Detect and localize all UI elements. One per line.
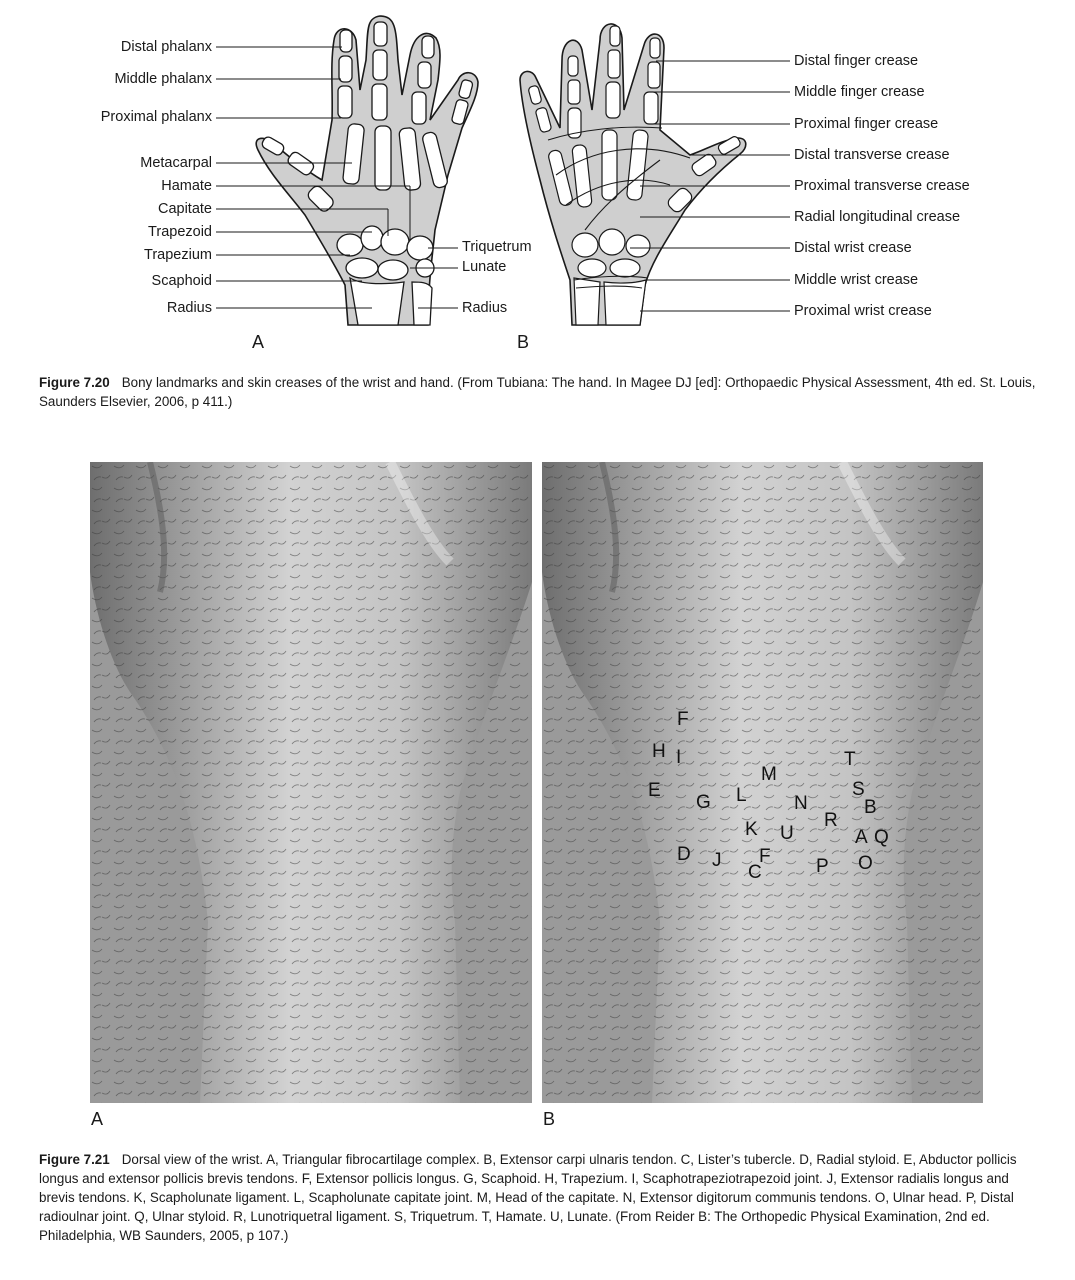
label-distal-transverse-crease: Distal transverse crease bbox=[794, 147, 950, 163]
landmark-letter: D bbox=[677, 844, 691, 865]
landmark-letter: T bbox=[844, 749, 856, 770]
label-metacarpal: Metacarpal bbox=[140, 155, 212, 171]
label-middle-wrist-crease: Middle wrist crease bbox=[794, 272, 919, 288]
label-lunate: Lunate bbox=[462, 259, 507, 275]
label-radius-middle: Radius bbox=[462, 300, 508, 316]
landmark-letter: A bbox=[855, 827, 868, 848]
label-trapezoid: Trapezoid bbox=[148, 224, 212, 240]
label-scaphoid: Scaphoid bbox=[151, 273, 212, 289]
landmark-letter: Q bbox=[874, 827, 889, 848]
label-distal-wrist-crease: Distal wrist crease bbox=[794, 240, 912, 256]
landmark-letter: G bbox=[696, 792, 711, 813]
label-triquetrum: Triquetrum bbox=[462, 239, 532, 255]
wrist-photo-a bbox=[90, 462, 532, 1103]
label-distal-finger-crease: Distal finger crease bbox=[794, 53, 919, 69]
fig20-caption-text: Bony landmarks and skin creases of the wrist and hand. (From Tubiana: The hand. In Magee DJ [ed]: Orthopaedic Physical Assessment, 4th ed. St. Louis, Saunders Elsevier, 2006, p 411.) bbox=[39, 375, 1036, 409]
label-trapezium: Trapezium bbox=[144, 247, 212, 263]
landmark-letter: B bbox=[864, 797, 877, 818]
landmark-letter: N bbox=[794, 793, 808, 814]
fig21-caption bbox=[39, 1150, 1039, 1245]
label-hamate: Hamate bbox=[161, 178, 212, 194]
landmark-letter: O bbox=[858, 853, 873, 874]
fig20-panel-b: B bbox=[517, 332, 530, 352]
landmark-letter: F bbox=[677, 709, 689, 730]
fig20-panel-a: A bbox=[252, 332, 265, 352]
label-middle-finger-crease: Middle finger crease bbox=[794, 84, 925, 100]
landmark-letter: M bbox=[761, 764, 777, 785]
label-middle-phalanx: Middle phalanx bbox=[114, 71, 212, 87]
fig20-caption bbox=[39, 373, 1039, 411]
landmark-letter: U bbox=[780, 823, 794, 844]
fig21-caption-number: Figure 7.21 bbox=[39, 1152, 110, 1167]
label-radius-left: Radius bbox=[166, 300, 212, 316]
landmark-letter: E bbox=[648, 780, 661, 801]
landmark-letter: L bbox=[736, 785, 747, 806]
label-radial-longitudinal-crease: Radial longitudinal crease bbox=[794, 209, 961, 225]
landmark-letter: K bbox=[745, 819, 758, 840]
landmark-letter: F bbox=[759, 846, 771, 867]
landmark-letter: R bbox=[824, 810, 838, 831]
fig21-panel-b: B bbox=[543, 1109, 556, 1129]
landmark-letter: J bbox=[712, 850, 722, 871]
label-proximal-transverse-crease: Proximal transverse crease bbox=[794, 178, 970, 194]
fig20-caption-number: Figure 7.20 bbox=[39, 375, 110, 390]
label-proximal-finger-crease: Proximal finger crease bbox=[794, 116, 939, 132]
label-distal-phalanx: Distal phalanx bbox=[120, 39, 212, 55]
landmark-letter: H bbox=[652, 741, 666, 762]
fig21-panel-a: A bbox=[91, 1109, 104, 1129]
label-capitate: Capitate bbox=[157, 201, 212, 217]
landmark-letter: C bbox=[748, 862, 762, 883]
fig21-caption-text: Dorsal view of the wrist. A, Triangular fibrocartilage complex. B, Extensor carpi ulnaris tendon. C, Lister’s tubercle. D, Radial styloid. E, Abductor pollicis longus and extensor pollicis brevis tendons. F, Extensor pollicis longus. G, Scaphoid. H, Trapezium. I, Scaphotrapeziotrapezoid joint. J, Extensor radialis longus and brevis tendons. K, Scapholunate ligament. L, Scapholunate capitate joint. M, Head of the capitate. N, Extensor digitorum communis tendons. O, Ulnar head. P, Distal radioulnar joint. Q, Ulnar styloid. R, Lunotriquetral ligament. S, Triquetrum. T, Hamate. U, Lunate. (From Reider B: The Orthopedic Physical Examination, 2nd ed. Philadelphia, WB Saunders, 2005, p 107.) bbox=[39, 1152, 1017, 1243]
label-proximal-phalanx: Proximal phalanx bbox=[100, 109, 212, 125]
landmark-letter: P bbox=[816, 856, 829, 877]
landmark-letter: S bbox=[852, 779, 865, 800]
landmark-letter: I bbox=[676, 747, 682, 768]
label-proximal-wrist-crease: Proximal wrist crease bbox=[794, 303, 932, 319]
